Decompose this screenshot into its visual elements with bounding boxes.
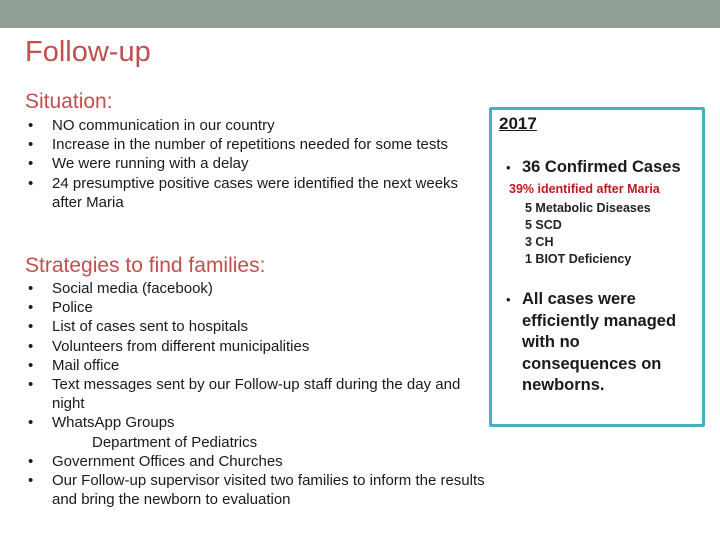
list-item: • Mail office [28,356,120,374]
year-label: 2017 [499,114,537,133]
top-bar [0,0,720,28]
situation-list [25,116,475,212]
list-item: • We were running with a delay [28,155,249,173]
list-item: • NO communication in our country [28,117,275,134]
list-item: • Government Offices and Churches [28,452,283,470]
breakdown-item: 3 CH [525,235,554,249]
breakdown-item: 1 BIOT Deficiency [525,252,632,266]
list-item: • Social media (facebook) [28,280,213,297]
strategies-heading: Strategies to find families: [25,254,266,277]
list-item: • Police [28,299,93,317]
situation-heading: Situation: [25,90,113,113]
managed-statement: • All cases were efficiently managed with no consequences on newborns. [506,290,677,394]
breakdown-item: 5 Metabolic Diseases [525,201,651,215]
list-item: • Text messages sent by our Follow-up staff during the day and night [28,376,461,413]
confirmed-cases: • 36 Confirmed Cases [506,158,681,176]
list-item: • List of cases sent to hospitals [28,318,248,336]
list-item: • WhatsApp Groups [28,414,175,432]
case-breakdown [525,200,651,268]
list-item: • Increase in the number of repetitions needed for some tests [28,136,449,154]
list-item: • Volunteers from different municipalities [28,337,310,355]
list-item: • 24 presumptive positive cases were identified the next weeks after Maria [28,174,459,211]
strategies-list [25,279,485,509]
list-item: • Our Follow-up supervisor visited two families to inform the results and bring the newborn to evaluation [28,472,485,509]
breakdown-item: 5 SCD [525,218,562,232]
list-item-indented: Department of Pediatrics [92,433,258,451]
slide-title: Follow-up [25,36,151,68]
identified-after-maria: 39% identified after Maria [509,182,660,196]
